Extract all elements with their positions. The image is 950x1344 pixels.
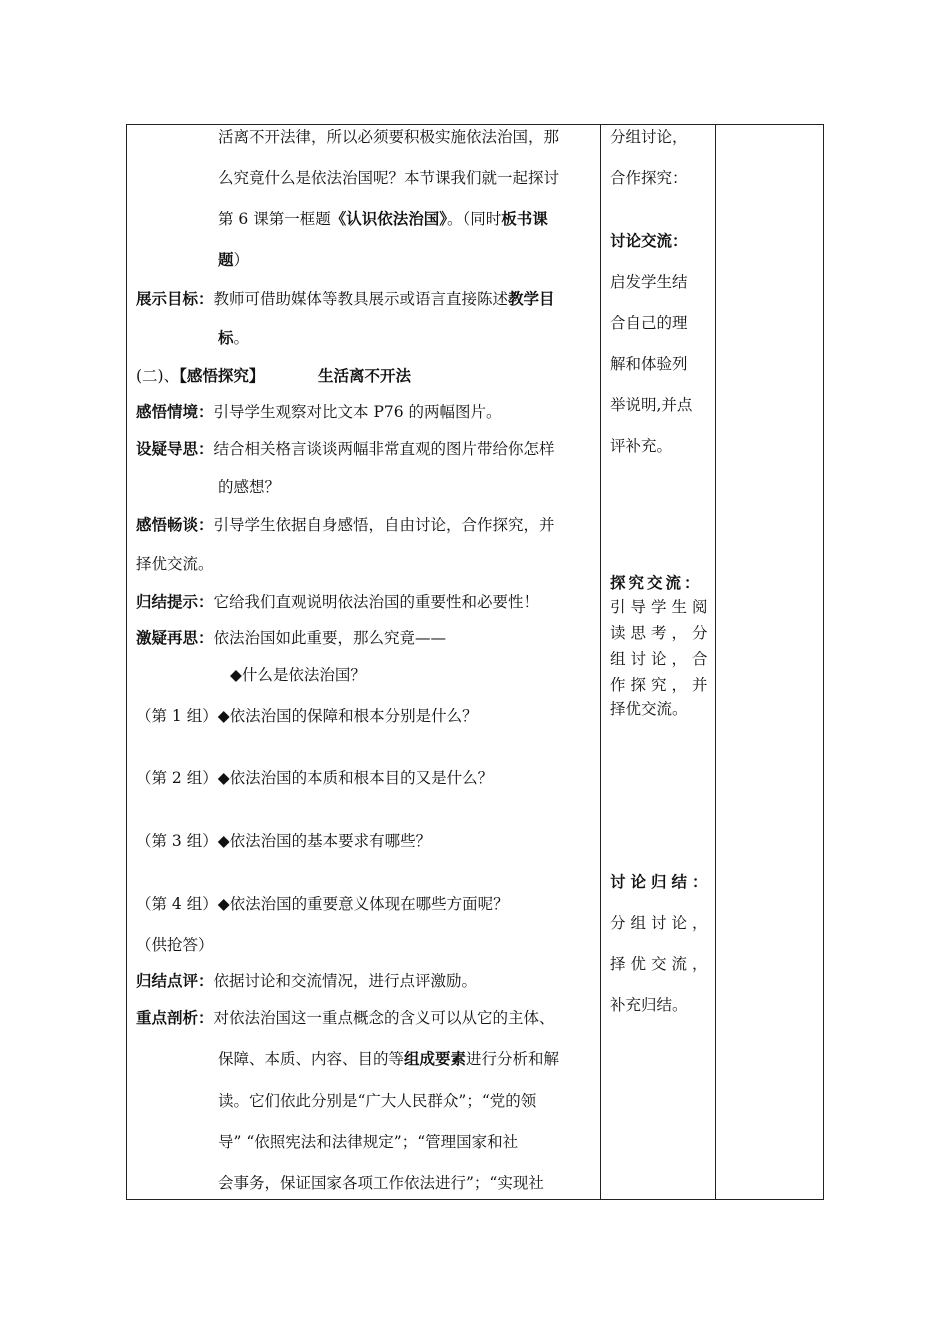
side-line: 举说明,并点 bbox=[610, 396, 693, 414]
side-line: 引导学生阅 bbox=[610, 598, 713, 616]
item-guide-cont: 的感想？ bbox=[218, 478, 281, 496]
side-line: 读思考，分 bbox=[610, 624, 713, 642]
goal-bold-2: 标 bbox=[218, 328, 234, 347]
analysis-label: 重点剖析： bbox=[136, 1008, 214, 1027]
analysis-line-1 bbox=[136, 1008, 555, 1028]
intro-text: 第 6 课第一框题 bbox=[218, 210, 331, 228]
group-text: ◆依法治国的保障和根本分别是什么？ bbox=[217, 707, 478, 725]
side-title-explore: 探究交流： bbox=[610, 573, 703, 592]
goal-end: 。 bbox=[233, 329, 250, 347]
group-question-1 bbox=[136, 706, 478, 726]
group-question-2 bbox=[136, 768, 493, 788]
intro-line-2: 么究竟什么是依法治国呢？本节课我们就一起探讨 bbox=[218, 169, 560, 187]
intro-line-4 bbox=[218, 250, 249, 270]
side-line: 分组讨论， bbox=[610, 914, 713, 932]
item-scene bbox=[136, 402, 502, 422]
group-question-3 bbox=[136, 831, 431, 851]
analysis-bold: 组成要素 bbox=[404, 1049, 467, 1068]
column-divider-1 bbox=[600, 125, 601, 1199]
analysis-text: 保障、本质、内容、目的等 bbox=[218, 1050, 405, 1068]
side-title-conclude: 讨论归结： bbox=[610, 872, 713, 891]
side-title-discuss: 讨论交流： bbox=[610, 231, 688, 250]
column-divider-2 bbox=[715, 125, 716, 1199]
side-line: 启发学生结 bbox=[610, 273, 688, 291]
item-text: 依法治国如此重要，那么究竟—— bbox=[213, 629, 447, 647]
item-rethink bbox=[136, 628, 446, 648]
side-line: 补充归结。 bbox=[610, 996, 688, 1014]
side-line: 合作探究： bbox=[610, 169, 688, 187]
side-line: 合自己的理 bbox=[610, 314, 688, 332]
grab-answer: （供抢答） bbox=[136, 936, 214, 954]
item-guide bbox=[136, 439, 555, 459]
side-line: 择优交流， bbox=[610, 955, 713, 973]
intro-line-1: 活离不开法律，所以必须要积极实施依法治国，那 bbox=[218, 128, 560, 146]
item-text: 引导学生观察对比文本 P76 的两幅图片。 bbox=[213, 403, 502, 421]
group-text: ◆依法治国的基本要求有哪些？ bbox=[217, 832, 432, 850]
section-subtitle: 生活离不开法 bbox=[318, 366, 412, 385]
item-text: 引导学生依据自身感悟，自由讨论，合作探究，并 bbox=[213, 516, 555, 534]
side-line: 作探究，并 bbox=[610, 676, 713, 694]
goal-label: 展示目标： bbox=[136, 289, 214, 308]
section-2-heading bbox=[136, 366, 264, 386]
intro-text-2: 。（同时 bbox=[446, 210, 502, 228]
lesson-title: 《认识依法治国》 bbox=[330, 209, 447, 228]
item-label: 感悟情境： bbox=[136, 402, 214, 421]
analysis-line-4: 导” “依照宪法和法律规定”；“管理国家和社 bbox=[218, 1133, 519, 1151]
review-label: 归结点评： bbox=[136, 971, 214, 990]
section-title: 【感悟探究】 bbox=[179, 366, 265, 385]
question-main: ◆什么是依法治国？ bbox=[230, 666, 366, 684]
side-line: 解和体验列 bbox=[610, 355, 688, 373]
item-label: 激疑再思： bbox=[136, 628, 214, 647]
side-line: 评补充。 bbox=[610, 437, 673, 455]
item-text: 结合相关格言谈谈两幅非常直观的图片带给你怎样 bbox=[213, 440, 555, 458]
group-text: ◆依法治国的重要意义体现在哪些方面呢？ bbox=[217, 895, 509, 913]
board-note-2: 题 bbox=[218, 250, 234, 269]
analysis-line-3: 读。它们依此分别是“广大人民群众”；“党的领 bbox=[218, 1092, 537, 1110]
review-text: 依据讨论和交流情况，进行点评激励。 bbox=[213, 972, 478, 990]
group-label: （第 4 组） bbox=[136, 895, 218, 913]
review-line bbox=[136, 971, 477, 991]
analysis-line-5: 会事务，保证国家各项工作依法进行”；“实现社 bbox=[218, 1174, 544, 1192]
item-talk bbox=[136, 515, 555, 535]
intro-line-3 bbox=[218, 209, 548, 229]
group-question-4 bbox=[136, 894, 509, 914]
group-label: （第 2 组） bbox=[136, 769, 218, 787]
lesson-table bbox=[126, 124, 824, 1200]
item-label: 归结提示： bbox=[136, 592, 214, 611]
item-label: 设疑导思： bbox=[136, 439, 214, 458]
analysis-text: 对依法治国这一重点概念的含义可以从它的主体、 bbox=[213, 1009, 555, 1027]
analysis-text: 进行分析和解 bbox=[466, 1050, 560, 1068]
group-label: （第 3 组） bbox=[136, 832, 218, 850]
section-prefix: (二)、 bbox=[136, 367, 180, 385]
goal-line-2 bbox=[218, 328, 249, 348]
item-talk-cont: 择优交流。 bbox=[136, 555, 214, 573]
board-note: 板书课 bbox=[501, 209, 548, 228]
item-summary bbox=[136, 592, 539, 612]
side-line: 组讨论，合 bbox=[610, 650, 713, 668]
intro-paren: ） bbox=[233, 251, 250, 269]
side-line: 择优交流。 bbox=[610, 700, 688, 718]
side-line: 分组讨论， bbox=[610, 128, 688, 146]
goal-line-1 bbox=[136, 289, 555, 309]
group-label: （第 1 组） bbox=[136, 707, 218, 725]
analysis-line-2 bbox=[218, 1049, 559, 1069]
goal-text: 教师可借助媒体等教具展示或语言直接陈述 bbox=[213, 290, 509, 308]
group-text: ◆依法治国的本质和根本目的又是什么？ bbox=[217, 769, 494, 787]
goal-bold: 教学目 bbox=[508, 289, 555, 308]
item-text: 它给我们直观说明依法治国的重要性和必要性！ bbox=[213, 593, 540, 611]
item-label: 感悟畅谈： bbox=[136, 515, 214, 534]
